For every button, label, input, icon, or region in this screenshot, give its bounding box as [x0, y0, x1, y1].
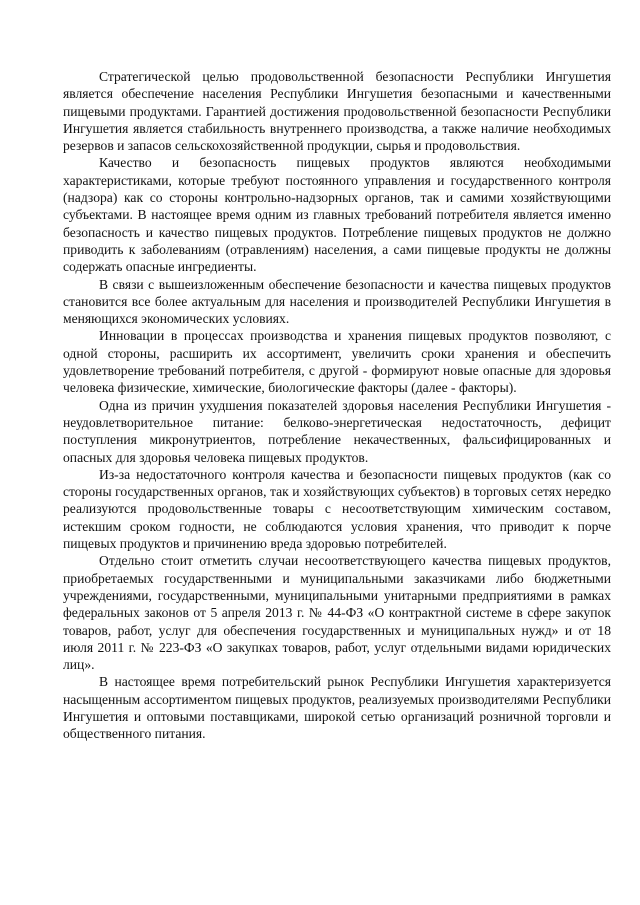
paragraph-relevance: В связи с вышеизложенным обеспечение безопасности и качества пищевых продуктов становится все более актуальным для населения и производителей Республики Ингушетия в меняющихся экономических условиях. — [63, 276, 611, 327]
paragraph-quality-safety: Качество и безопасность пищевых продуктов являются необходимыми характеристиками, которые требуют постоянного управления и государственного контроля (надзора) как со стороны контрольно-надзорных органов, так и самими хозяйствующими субъектами. В настоящее время одним из главных требований потребителя является именно безопасность и качество пищевых продуктов. Потребление пищевых продуктов не должно приводить к заболеваниям (отравлениям) населения, а сами пищевые продукты не должны содержать опасные ингредиенты. — [63, 155, 611, 275]
document-page — [63, 68, 611, 743]
paragraph-consumer-market: В настоящее время потребительский рынок Республики Ингушетия характеризуется насыщенным ассортиментом пищевых продуктов, реализуемых производителями Республики Ингушетия и оптовыми поставщиками, широкой сетью организаций розничной торговли и общественного питания. — [63, 674, 611, 742]
paragraph-procurement-quality: Отдельно стоит отметить случаи несоответствующего качества пищевых продуктов, приобретаемых государственными и муниципальными заказчиками либо бюджетными учреждениями, государственными, муниципальными унитарными предприятиями в рамках федеральных законов от 5 апреля 2013 г. № 44-ФЗ «О контрактной системе в сфере закупок товаров, работ, услуг для обеспечения государственных и муниципальных нужд» и от 18 июля 2011 г. № 223-ФЗ «О закупках товаров, работ, услуг отдельными видами юридических лиц». — [63, 553, 611, 673]
paragraph-innovations: Инновации в процессах производства и хранения пищевых продуктов позволяют, с одной стороны, расширить их ассортимент, увеличить сроки хранения и обеспечить удовлетворение требований потребителя, с другой - формируют новые опасные для здоровья человека физические, химические, биологические факторы (далее - факторы). — [63, 328, 611, 396]
paragraph-food-security-goal: Стратегической целью продовольственной безопасности Республики Ингушетия является обеспечение населения Республики Ингушетия безопасными и качественными пищевыми продуктами. Гарантией достижения продовольственной безопасности Республики Ингушетия является стабильность внутреннего производства, а также наличие необходимых резервов и запасов сельскохозяйственной продукции, сырья и продовольствия. — [63, 69, 611, 154]
paragraph-control-deficiency: Из-за недостаточного контроля качества и безопасности пищевых продуктов (как со стороны государственных органов, так и хозяйствующих субъектов) в торговых сетях нередко реализуются продовольственные товары с несоответствующим химическим составом, истекшим сроком годности, не соблюдаются условия хранения, что приводит к порче пищевых продуктов и причинению вреда здоровью потребителей. — [63, 466, 611, 552]
paragraph-health-causes: Одна из причин ухудшения показателей здоровья населения Республики Ингушетия - неудовлетворительное питание: белково-энергетическая недостаточность, дефицит поступления микронутриентов, потребление некачественных, фальсифицированных и опасных для здоровья человека пищевых продуктов. — [63, 397, 611, 465]
